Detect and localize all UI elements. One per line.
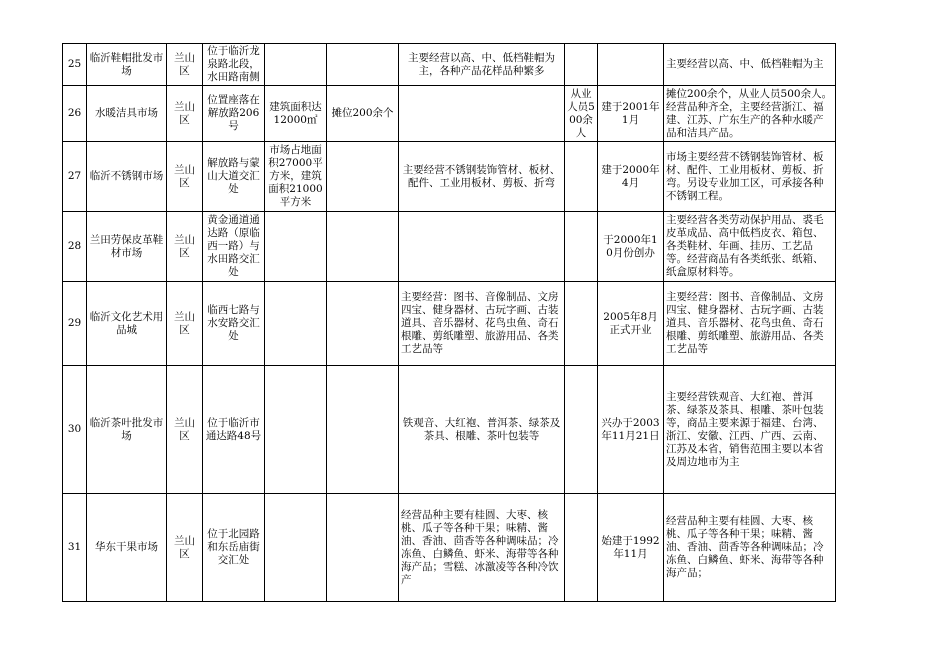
cell-summary: 主要经营各类劳动保护用品、裘毛皮革成品、高中低档皮衣、箱包、各类鞋材、年画、挂历、工艺品等。经营商品有各类纸张、纸箱、纸盒原材料等。: [664, 212, 836, 282]
cell-no: 29: [63, 282, 87, 366]
cell-district: 兰山区: [167, 142, 203, 212]
cell-booths: 摊位200余个: [327, 86, 399, 142]
cell-address: 黄金通道通达路（原临西一路）与水田路交汇处: [203, 212, 265, 282]
cell-address: 位于北园路和东岳庙街交汇处: [203, 494, 265, 602]
cell-products: 铁观音、大红袍、普洱茶、绿茶及茶具、根雕、茶叶包装等: [399, 366, 565, 494]
cell-staff: [565, 366, 598, 494]
cell-name: 兰田劳保皮革鞋材市场: [87, 212, 167, 282]
cell-booths: [327, 44, 399, 86]
cell-area: 建筑面积达12000㎡: [265, 86, 327, 142]
cell-district: 兰山区: [167, 494, 203, 602]
cell-district: 兰山区: [167, 366, 203, 494]
cell-staff: [565, 212, 598, 282]
cell-area: [265, 44, 327, 86]
cell-name: 临沂茶叶批发市场: [87, 366, 167, 494]
cell-founded: 兴办于2003年11月21日: [598, 366, 664, 494]
cell-founded: 2005年8月正式开业: [598, 282, 664, 366]
cell-summary: 市场主要经营不锈钢装饰管材、板材、配件、工业用板材、剪板、折弯。另设专业加工区，可承接各种不锈钢工程。: [664, 142, 836, 212]
cell-summary: 经营品种主要有桂圆、大枣、核桃、瓜子等各种干果；味精、酱油、香油、茴香等各种调味品；冷冻鱼、白鳞鱼、虾米、海带等各种海产品；: [664, 494, 836, 602]
cell-area: [265, 212, 327, 282]
cell-founded: 始建于1992年11月: [598, 494, 664, 602]
cell-staff: [565, 44, 598, 86]
cell-area: [265, 494, 327, 602]
table-row: [63, 494, 836, 602]
cell-products: 主要经营不锈钢装饰管材、板材、配件、工业用板材、剪板、折弯: [399, 142, 565, 212]
table-row: [63, 212, 836, 282]
cell-staff: [565, 282, 598, 366]
cell-name: 华东干果市场: [87, 494, 167, 602]
cell-staff: 从业人员500余人: [565, 86, 598, 142]
cell-no: 26: [63, 86, 87, 142]
cell-booths: [327, 366, 399, 494]
cell-no: 28: [63, 212, 87, 282]
table-row: [63, 366, 836, 494]
cell-no: 27: [63, 142, 87, 212]
cell-no: 31: [63, 494, 87, 602]
cell-staff: [565, 142, 598, 212]
cell-address: 位置座落在解放路206号: [203, 86, 265, 142]
cell-founded: 建于2001年1月: [598, 86, 664, 142]
cell-booths: [327, 142, 399, 212]
cell-products: [399, 86, 565, 142]
cell-district: 兰山区: [167, 86, 203, 142]
table-row: [63, 282, 836, 366]
cell-address: 位于临沂市通达路48号: [203, 366, 265, 494]
table-row: [63, 86, 836, 142]
cell-area: [265, 366, 327, 494]
cell-name: 临沂文化艺术用品城: [87, 282, 167, 366]
table-row: [63, 142, 836, 212]
cell-founded: 于2000年10月份创办: [598, 212, 664, 282]
market-table: [62, 43, 836, 602]
cell-name: 水暖洁具市场: [87, 86, 167, 142]
cell-booths: [327, 494, 399, 602]
cell-products: 经营品种主要有桂圆、大枣、核桃、瓜子等各种干果；味精、酱油、香油、茴香等各种调味品；冷冻鱼、白鳞鱼、虾米、海带等各种海产品；雪糕、冰激凌等各种冷饮产: [399, 494, 565, 602]
cell-address: 解放路与蒙山大道交汇处: [203, 142, 265, 212]
cell-district: 兰山区: [167, 282, 203, 366]
cell-summary: 摊位200余个，从业人员500余人。经营品种齐全，主要经营浙江、福建、江苏、广东生产的各种水暖产品和洁具产品。: [664, 86, 836, 142]
cell-booths: [327, 212, 399, 282]
cell-booths: [327, 282, 399, 366]
table-row: [63, 44, 836, 86]
cell-founded: [598, 44, 664, 86]
cell-staff: [565, 494, 598, 602]
cell-address: 临西七路与水安路交汇处: [203, 282, 265, 366]
cell-name: 临沂不锈钢市场: [87, 142, 167, 212]
cell-no: 25: [63, 44, 87, 86]
cell-area: [265, 282, 327, 366]
cell-area: 市场占地面积27000平方米，建筑面积21000平方米: [265, 142, 327, 212]
cell-district: 兰山区: [167, 44, 203, 86]
cell-summary: 主要经营：图书、音像制品、文房四宝、健身器材、古玩字画、古装道具、音乐器材、花鸟虫鱼、奇石根雕、剪纸雕塑、旅游用品、各类工艺品等: [664, 282, 836, 366]
cell-summary: 主要经营以高、中、低档鞋帽为主: [664, 44, 836, 86]
cell-products: [399, 212, 565, 282]
cell-no: 30: [63, 366, 87, 494]
cell-products: 主要经营：图书、音像制品、文房四宝、健身器材、古玩字画、古装道具、音乐器材、花鸟虫鱼、奇石根雕、剪纸雕塑、旅游用品、各类工艺品等: [399, 282, 565, 366]
cell-name: 临沂鞋帽批发市场: [87, 44, 167, 86]
cell-founded: 建于2000年4月: [598, 142, 664, 212]
cell-district: 兰山区: [167, 212, 203, 282]
cell-summary: 主要经营铁观音、大红袍、普洱茶、绿茶及茶具、根雕、茶叶包装等，商品主要来源于福建、台湾、浙江、安徽、江西、广西、云南、江苏及本省，销售范围主要以本省及周边地市为主: [664, 366, 836, 494]
cell-address: 位于临沂龙泉路北段，水田路南侧: [203, 44, 265, 86]
cell-products: 主要经营以高、中、低档鞋帽为主，各种产品花样品种繁多: [399, 44, 565, 86]
